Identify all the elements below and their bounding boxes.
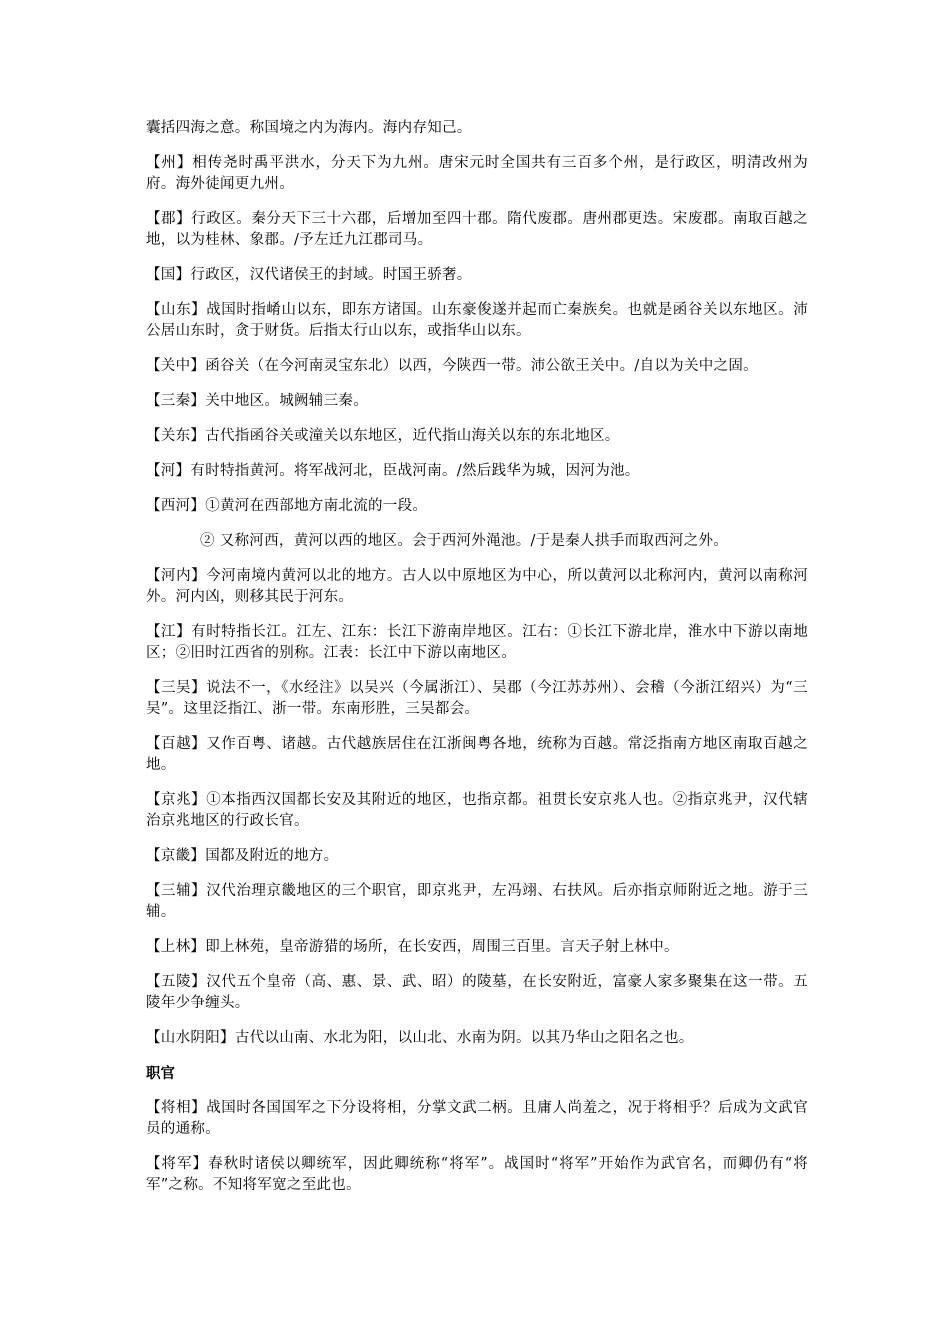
entry-term: 【三辅】 [146, 883, 207, 899]
entry-text: 即上林苑，皇帝游猎的场所，在长安西，周围三百里。言天子射上林中。 [205, 939, 679, 955]
entry-term: 【国】 [146, 267, 191, 283]
entry-text: 汉代治理京畿地区的三个职官，即京兆尹，左冯翊、右扶风。后亦指京师附近之地。游于三辅。 [146, 883, 809, 920]
entry-term: 【关中】 [146, 358, 206, 374]
entry-shandong [146, 300, 808, 342]
entry-guanzhong [146, 356, 808, 377]
entry-shanshui-yinyang [146, 1028, 808, 1049]
entry-henei [146, 566, 808, 608]
entry-jiangjun [146, 1154, 808, 1196]
entry-term: 【上林】 [146, 939, 206, 955]
entry-text: 战国时指崤山以东，即东方诸国。山东豪俊遂并起而亡秦族矣。也就是函谷关以东地区。沛公居山东时，贪于财货。后指太行山以东，或指华山以东。 [146, 302, 809, 339]
entry-term: 【京畿】 [146, 848, 206, 864]
entry-sanqin [146, 391, 808, 412]
entry-term: 【三吴】 [146, 680, 207, 696]
entry-text: 春秋时诸侯以卿统军，因此卿统称“将军”。战国时“将军”开始作为武官名，而卿仍有“将军”之称。不知将军宽之至此也。 [146, 1156, 808, 1193]
entry-text: 又作百粤、诸越。古代越族居住在江浙闽粤各地，统称为百越。常泛指南方地区南取百越之地。 [146, 736, 809, 773]
entry-text: ② 又称河西，黄河以西的地区。会于西河外渑池。/于是秦人拱手而取西河之外。 [200, 533, 729, 549]
entry-text: 有时特指黄河。将军战河北，臣战河南。/然后践华为城，因河为池。 [190, 463, 640, 479]
entry-text: 行政区。秦分天下三十六郡，后增加至四十郡。隋代废郡。唐州郡更迭。宋废郡。南取百越之地，以为桂林、象郡。/予左迁九江郡司马。 [146, 211, 808, 248]
entry-text: 相传尧时禹平洪水，分天下为九州。唐宋元时全国共有三百多个州，是行政区，明清改州为府。海外徒闻更九州。 [146, 155, 808, 192]
document-body [146, 118, 808, 1210]
entry-jingji [146, 846, 808, 867]
entry-guo [146, 265, 808, 286]
entry-text: 战国时各国国军之下分设将相，分掌文武二柄。且庸人尚羞之，况于将相乎？后成为文武官员的通称。 [146, 1100, 809, 1137]
entry-zhou [146, 153, 808, 195]
entry-term: 【五陵】 [146, 974, 207, 990]
entry-text: 今河南境内黄河以北的地方。古人以中原地区为中心，所以黄河以北称河内，黄河以南称河外。河内凶，则移其民于河东。 [146, 568, 809, 605]
entry-text: 函谷关（在今河南灵宝东北）以西，今陕西一带。沛公欲王关中。/自以为关中之固。 [205, 358, 758, 374]
entry-term: 【山水阴阳】 [146, 1030, 235, 1046]
entry-jun [146, 209, 808, 251]
entry-sanfu [146, 881, 808, 923]
entry-term: 【河】 [146, 463, 191, 479]
entry-sanwu [146, 678, 808, 720]
entry-jiang [146, 622, 808, 664]
entry-text: 说法不一，《水经注》以吴兴（今属浙江）、吴郡（今江苏苏州）、会稽（今浙江绍兴）为“三吴”。这里泛指江、浙一带。东南形胜，三吴都会。 [146, 680, 808, 717]
entry-baiyue [146, 734, 808, 776]
entry-term: 【百越】 [146, 736, 207, 752]
entry-jingzhao [146, 790, 808, 832]
entry-term: 【山东】 [146, 302, 207, 318]
entry-term: 【州】 [146, 155, 193, 171]
entry-guandong [146, 426, 808, 447]
entry-text: 行政区，汉代诸侯王的封域。时国王骄奢。 [190, 267, 472, 283]
entry-term: 【西河】 [146, 498, 206, 514]
paragraph-haineil [146, 118, 808, 139]
entry-shanglin [146, 937, 808, 958]
entry-wuling [146, 972, 808, 1014]
entry-term: 【三秦】 [146, 393, 206, 409]
entry-term: 【京兆】 [146, 792, 207, 808]
entry-term: 【关东】 [146, 428, 206, 444]
entry-term: 【郡】 [146, 211, 192, 227]
entry-xihe-2 [146, 531, 808, 552]
entry-term: 【河内】 [146, 568, 207, 584]
entry-jiangxiang [146, 1098, 808, 1140]
section-title: 职官 [146, 1065, 175, 1082]
entry-term: 【将相】 [146, 1100, 207, 1116]
entry-text: ①本指西汉国都长安及其附近的地区，也指京都。祖贯长安京兆人也。②指京兆尹，汉代辖治京兆地区的行政长官。 [146, 792, 809, 829]
entry-text: 汉代五个皇帝（高、惠、景、武、昭）的陵墓，在长安附近，富豪人家多聚集在这一带。五陵年少争缠头。 [146, 974, 809, 1011]
entry-text: 古代以山南、水北为阳，以山北、水南为阴。以其乃华山之阳名之也。 [234, 1030, 694, 1046]
entry-text: 国都及附近的地方。 [205, 848, 339, 864]
entry-term: 【将军】 [146, 1156, 209, 1172]
entry-text: 有时特指长江。江左、江东：长江下游南岸地区。江右：①长江下游北岸，淮水中下游以南地区；②旧时江西省的别称。江表：长江中下游以南地区。 [146, 624, 808, 661]
entry-text: 古代指函谷关或潼关以东地区，近代指山海关以东的东北地区。 [205, 428, 620, 444]
entry-xihe [146, 496, 808, 517]
entry-he [146, 461, 808, 482]
entry-term: 【江】 [146, 624, 192, 640]
entry-text: 关中地区。城阙辅三秦。 [205, 393, 369, 409]
entry-text: ①黄河在西部地方南北流的一段。 [205, 498, 428, 514]
entry-text: 囊括四海之意。称国境之内为海内。海内存知己。 [146, 120, 472, 136]
